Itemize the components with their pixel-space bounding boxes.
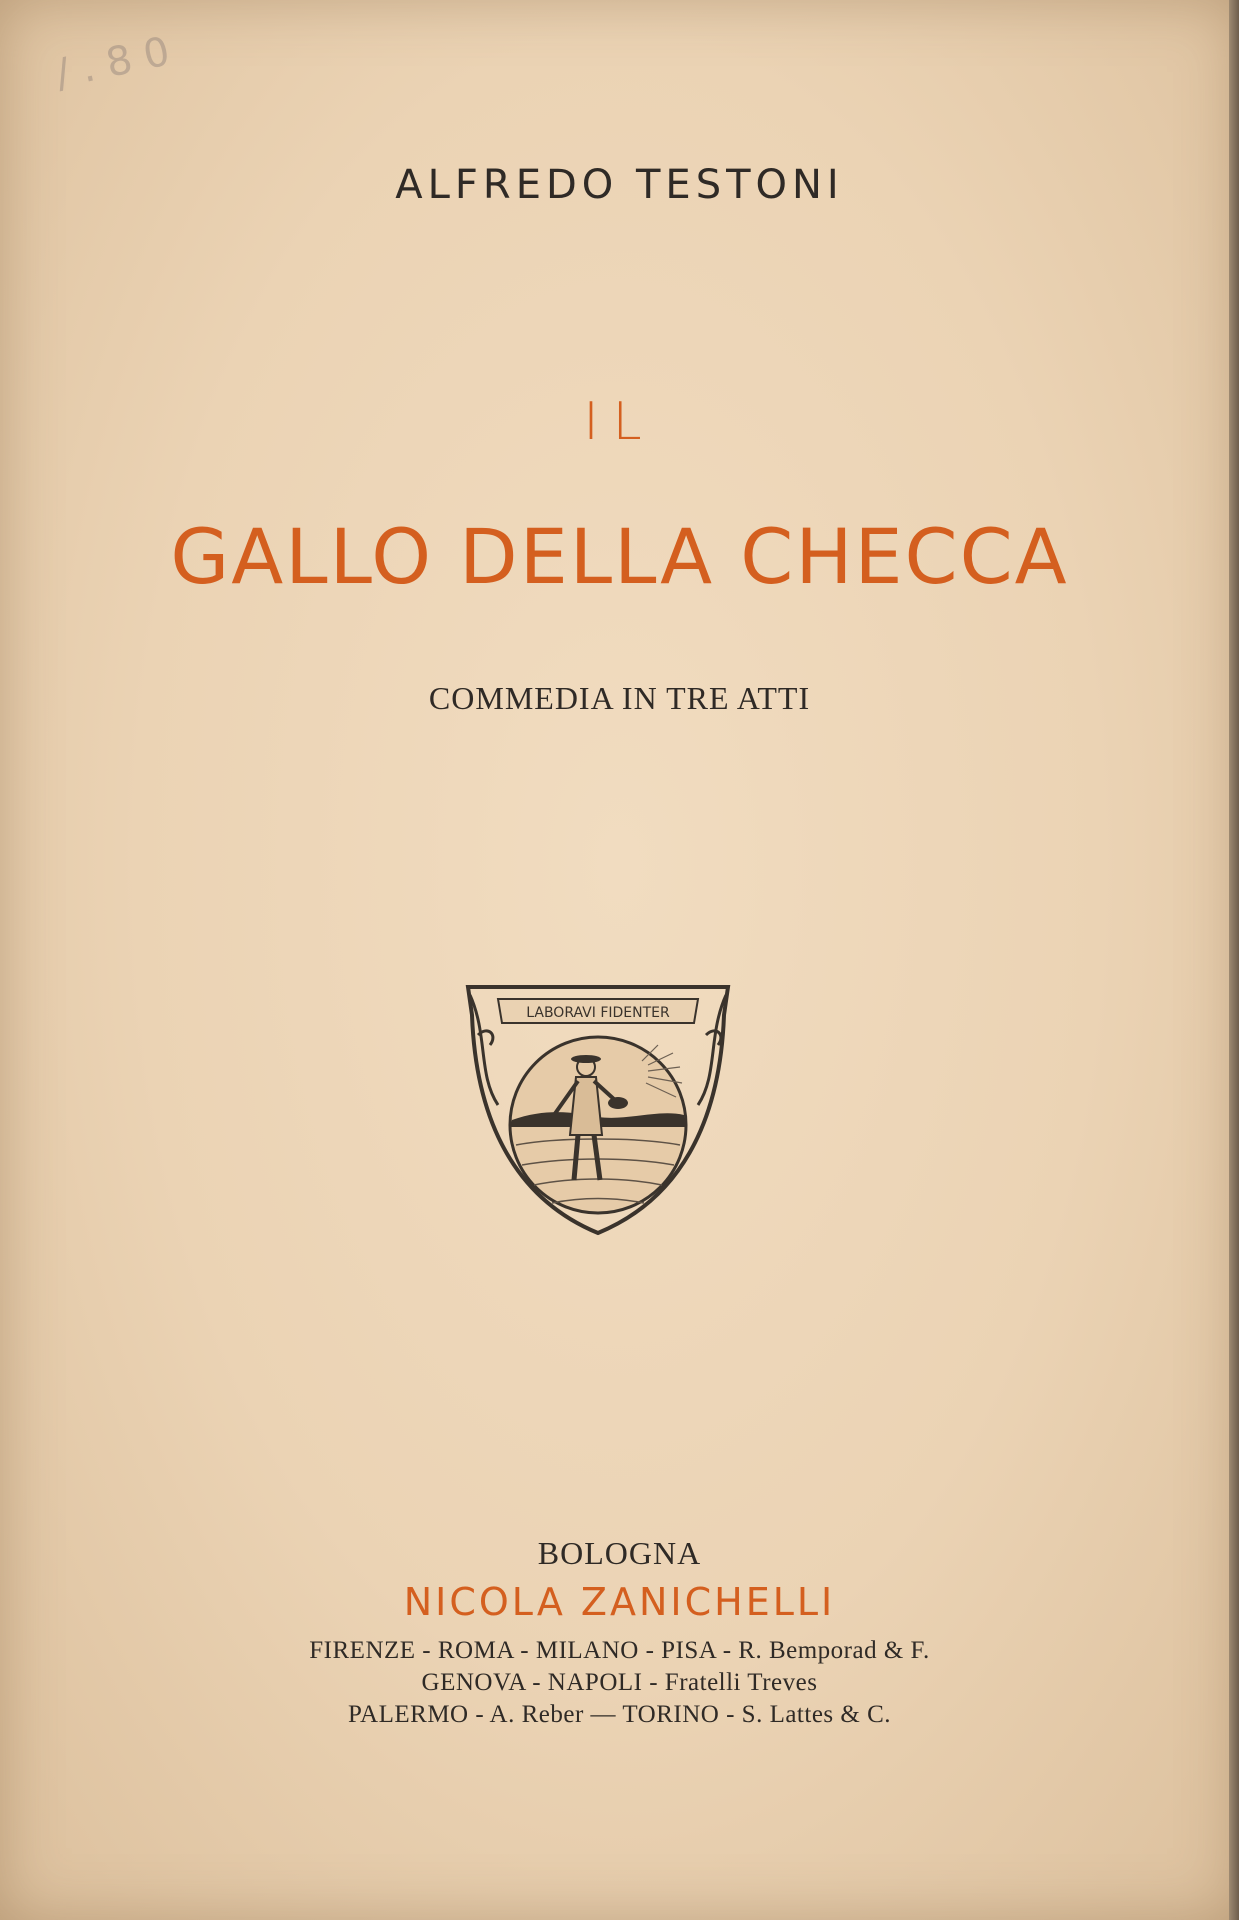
branch-line: GENOVA - NAPOLI - Fratelli Treves (421, 1669, 818, 1696)
pencil-mark: / . 8 0 (51, 28, 174, 98)
author-name: ALFREDO TESTONI (395, 162, 844, 208)
title-article: IL (583, 392, 656, 452)
book-subtitle: COMMEDIA IN TRE ATTI (428, 680, 811, 716)
emblem-motto: LABORAVI FIDENTER (526, 1005, 670, 1021)
branch-line: FIRENZE - ROMA - MILANO - PISA - R. Bemporad & F. (309, 1637, 930, 1664)
branch-line: PALERMO - A. Reber — TORINO - S. Lattes & C. (347, 1701, 892, 1728)
book-title: GALLO DELLA CHECCA (170, 512, 1069, 601)
publisher-city: BOLOGNA (537, 1535, 702, 1571)
page-edge (1229, 0, 1239, 1920)
publisher-name: NICOLA ZANICHELLI (403, 1580, 836, 1624)
publisher-emblem-icon (458, 975, 738, 1239)
